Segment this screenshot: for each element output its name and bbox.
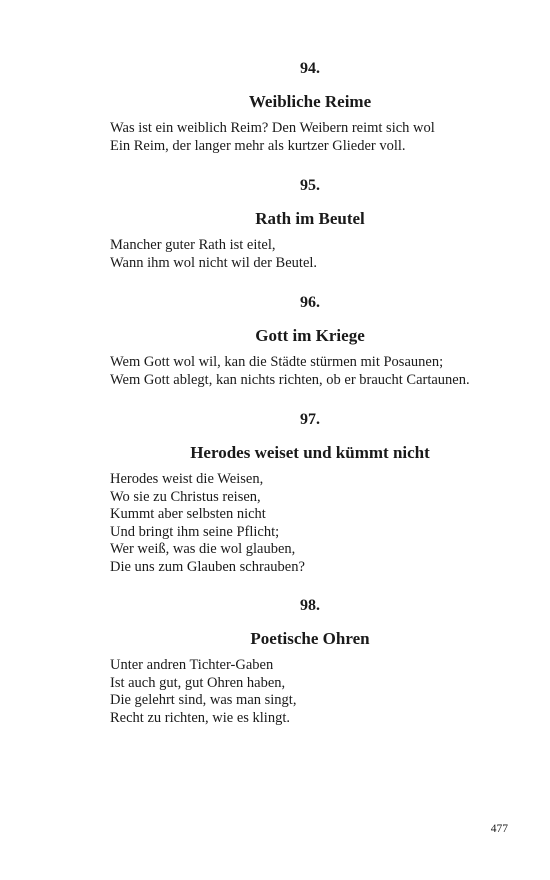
poem-title: Herodes weiset und kümmt nicht bbox=[190, 443, 430, 462]
verse-line: Und bringt ihm seine Pflicht; bbox=[110, 523, 280, 540]
poem-verse bbox=[110, 120, 510, 155]
verse-line: Unter andren Tichter-Gaben bbox=[110, 657, 274, 673]
verse-line: Wem Gott wol wil, kan die Städte stürmen mit Posaunen; bbox=[110, 354, 444, 370]
poem-verse bbox=[110, 471, 510, 576]
poem-97 bbox=[110, 410, 510, 576]
poem-95 bbox=[110, 176, 510, 272]
verse-line: Herodes weist die Weisen, bbox=[110, 471, 264, 487]
poem-number: 96. bbox=[300, 294, 320, 311]
poem-verse bbox=[110, 657, 510, 727]
verse-line: Recht zu richten, wie es klingt. bbox=[110, 709, 290, 726]
poem-number: 95. bbox=[300, 177, 320, 194]
poem-title: Poetische Ohren bbox=[250, 629, 370, 648]
poem-94 bbox=[110, 59, 510, 155]
verse-line: Kummt aber selbsten nicht bbox=[110, 506, 266, 522]
poem-title: Weibliche Reime bbox=[248, 92, 372, 111]
verse-line: Die uns zum Glauben schrauben? bbox=[110, 558, 305, 575]
verse-line: Mancher guter Rath ist eitel, bbox=[110, 237, 276, 253]
verse-line: Ist auch gut, gut Ohren haben, bbox=[110, 674, 286, 691]
verse-line: Wem Gott ablegt, kan nichts richten, ob er braucht Cartaunen. bbox=[110, 371, 470, 388]
poem-number: 97. bbox=[300, 411, 320, 428]
poem-verse bbox=[110, 237, 510, 272]
poem-96 bbox=[110, 293, 510, 389]
poem-98 bbox=[110, 596, 510, 727]
verse-line: Ein Reim, der langer mehr als kurtzer Glieder voll. bbox=[110, 137, 406, 154]
verse-line: Wo sie zu Christus reisen, bbox=[110, 488, 261, 505]
page-number: 477 bbox=[490, 823, 508, 835]
poem-verse bbox=[110, 354, 510, 389]
poem-number: 98. bbox=[300, 597, 320, 614]
poem-number: 94. bbox=[300, 60, 320, 77]
verse-line: Wer weiß, was die wol glauben, bbox=[110, 541, 296, 557]
verse-line: Was ist ein weiblich Reim? Den Weibern reimt sich wol bbox=[110, 120, 435, 136]
poem-title: Rath im Beutel bbox=[255, 209, 365, 228]
verse-line: Die gelehrt sind, was man singt, bbox=[110, 692, 297, 708]
verse-line: Wann ihm wol nicht wil der Beutel. bbox=[110, 254, 318, 271]
poem-title: Gott im Kriege bbox=[255, 326, 365, 345]
